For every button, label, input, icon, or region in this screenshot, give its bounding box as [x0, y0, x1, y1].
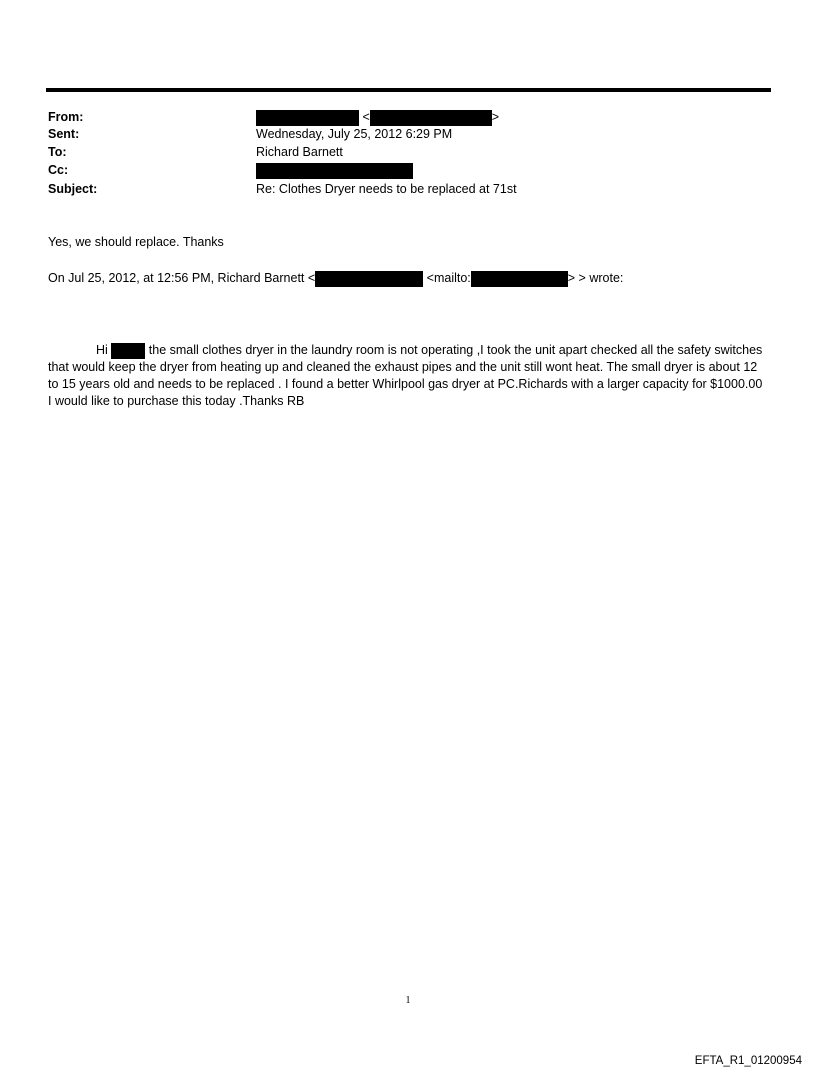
- redaction-bar: [315, 271, 423, 287]
- quote-prefix: On Jul 25, 2012, at 12:56 PM, Richard Barnett <: [48, 271, 316, 285]
- redaction-bar: [471, 271, 568, 287]
- subject-value: Re: Clothes Dryer needs to be replaced at 71st: [256, 182, 517, 196]
- subject-row: [48, 180, 748, 198]
- page-number: 1: [405, 995, 411, 1006]
- to-value: Richard Barnett: [256, 145, 343, 159]
- header-rule: [46, 88, 771, 92]
- subject-label: Subject:: [48, 182, 98, 196]
- from-gt: >: [491, 110, 500, 124]
- redaction-bar: [370, 110, 492, 126]
- sent-value: Wednesday, July 25, 2012 6:29 PM: [256, 127, 453, 141]
- reply-line: Yes, we should replace. Thanks: [48, 235, 224, 249]
- greeting: Hi: [96, 343, 108, 357]
- message-body: the small clothes dryer in the laundry room is not operating ,I took the unit apart checked all the safety switches that would keep the dryer from heating up and cleaned the exhaust pipes and the unit still wont heat. The small dryer is about 12 to 15 years old and needs to be replaced . I found a better Whirlpool gas dryer at PC.Richards with a larger capacity for $1000.00 I would like to purchase this today .Thanks RB: [48, 343, 763, 408]
- cc-value: [256, 161, 413, 179]
- cc-row: [48, 161, 748, 179]
- from-lt: <: [362, 110, 370, 124]
- from-value: [256, 108, 499, 126]
- to-row: [48, 143, 748, 161]
- from-label: From:: [48, 110, 84, 124]
- quote-suffix: > > wrote:: [567, 271, 624, 285]
- sent-row: [48, 125, 748, 143]
- cc-label: Cc:: [48, 163, 69, 177]
- redaction-bar: [256, 163, 413, 179]
- redaction-bar: [111, 343, 145, 359]
- quote-attribution: [48, 270, 623, 287]
- to-label: To:: [48, 145, 67, 159]
- redaction-bar: [256, 110, 359, 126]
- sent-label: Sent:: [48, 127, 80, 141]
- document-id: EFTA_R1_01200954: [694, 1055, 802, 1067]
- from-row: [48, 108, 748, 126]
- quote-mailto: <mailto:: [426, 271, 471, 285]
- quoted-message: [48, 342, 766, 410]
